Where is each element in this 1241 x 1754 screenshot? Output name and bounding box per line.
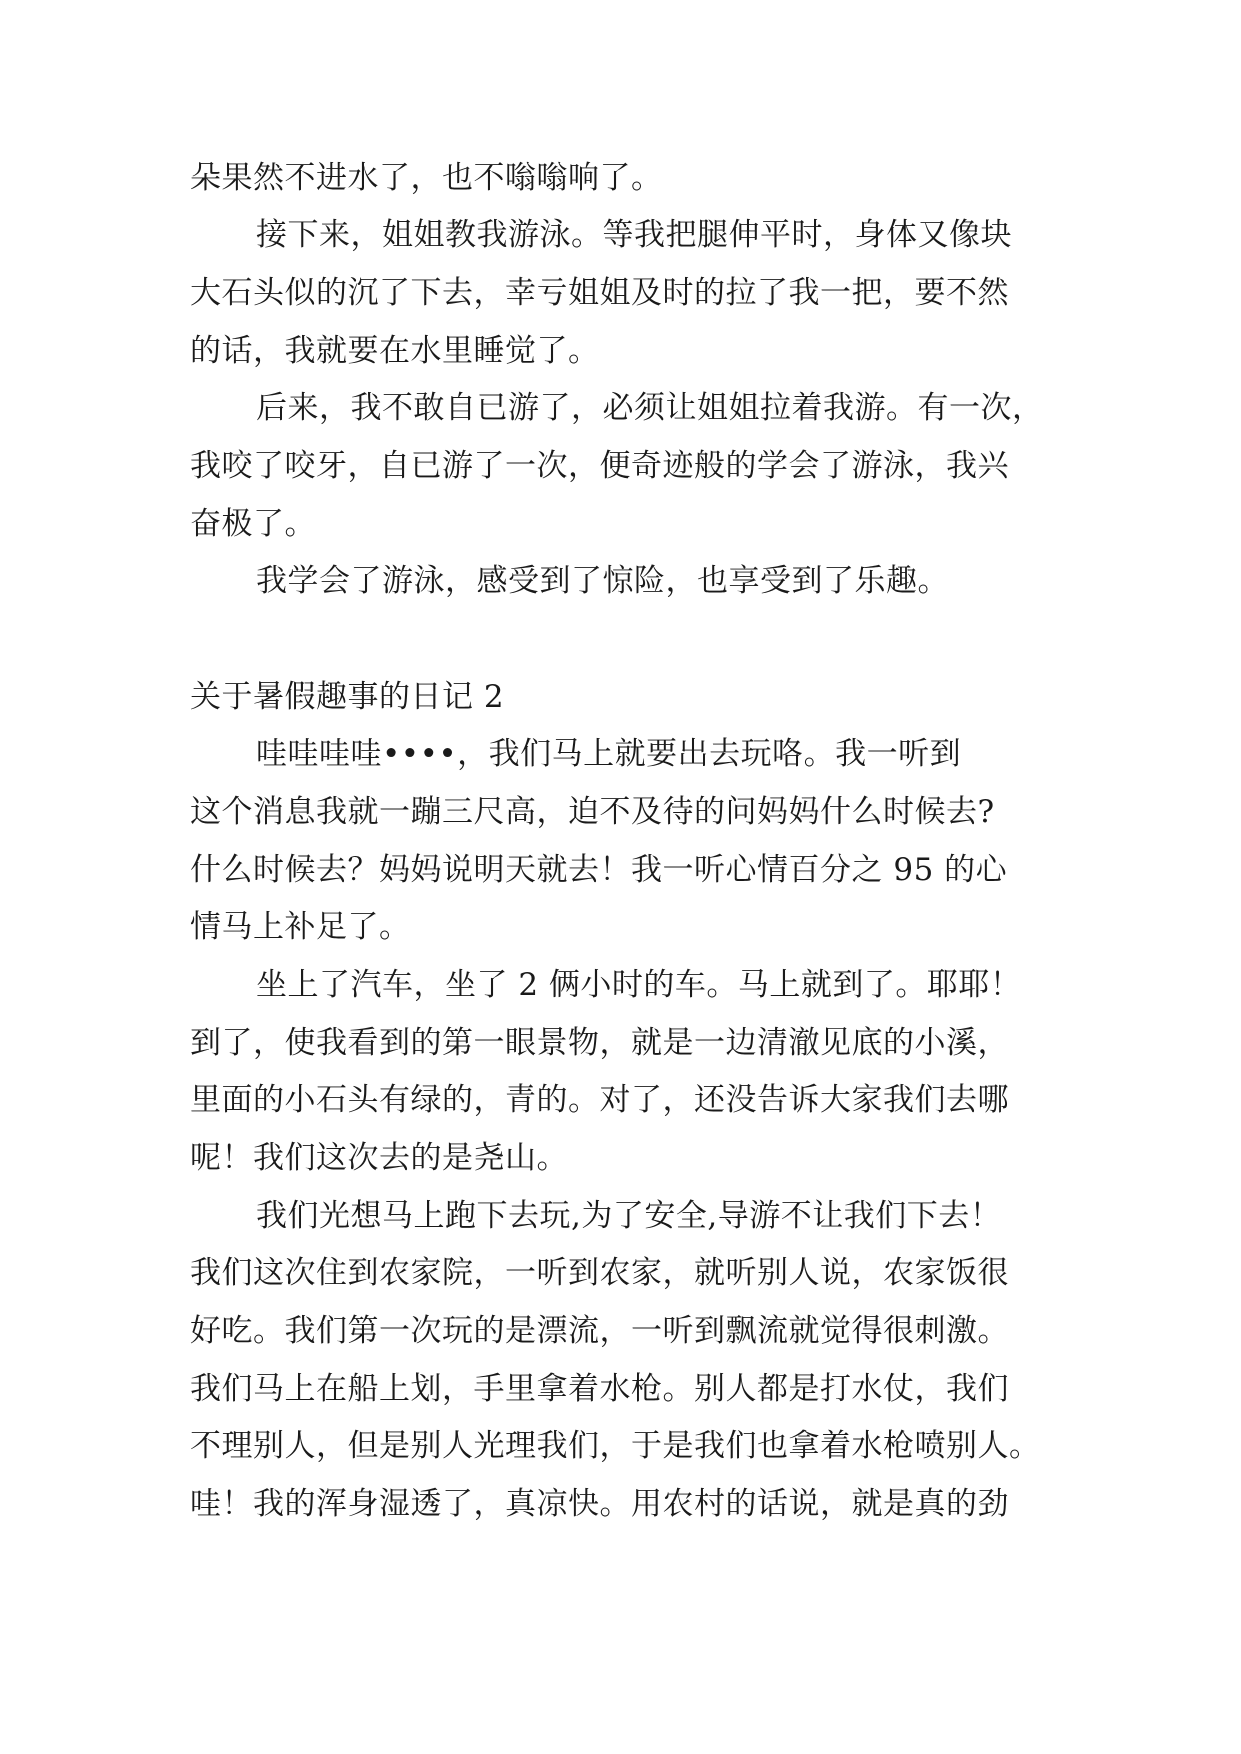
- paragraph-line: 我们马上在船上划，手里拿着水枪。别人都是打水仗，我们: [190, 1371, 1009, 1407]
- section-heading: 关于暑假趣事的日记 2: [190, 679, 505, 715]
- paragraph-line: 我们光想马上跑下去玩,为了安全,导游不让我们下去！: [256, 1198, 1002, 1234]
- paragraph-line: 坐上了汽车，坐了 2 俩小时的车。马上就到了。耶耶！: [256, 967, 1022, 1003]
- paragraph-line: 情马上补足了。: [190, 909, 411, 945]
- paragraph-line: 我们这次住到农家院，一听到农家，就听别人说，农家饭很: [190, 1255, 1009, 1291]
- paragraph-line: 什么时候去？妈妈说明天就去！我一听心情百分之 95 的心: [190, 852, 1008, 888]
- paragraph-line: 不理别人，但是别人光理我们，于是我们也拿着水枪喷别人。: [190, 1428, 1041, 1464]
- paragraph-line: 我咬了咬牙，自已游了一次，便奇迹般的学会了游泳，我兴: [190, 448, 1009, 484]
- paragraph-line: 大石头似的沉了下去，幸亏姐姐及时的拉了我一把，要不然: [190, 275, 1009, 311]
- paragraph-line: 奋极了。: [190, 506, 316, 542]
- paragraph-line: 里面的小石头有绿的，青的。对了，还没告诉大家我们去哪: [190, 1082, 1009, 1118]
- paragraph-line: 到了，使我看到的第一眼景物，就是一边清澈见底的小溪，: [190, 1025, 1009, 1061]
- paragraph-line: 这个消息我就一蹦三尺高，迫不及待的问妈妈什么时候去?: [190, 794, 995, 830]
- paragraph-line: 好吃。我们第一次玩的是漂流，一听到飘流就觉得很刺激。: [190, 1313, 1009, 1349]
- paragraph-line: 接下来，姐姐教我游泳。等我把腿伸平时，身体又像块: [256, 217, 1012, 253]
- paragraph-line: 哇哇哇哇••••，我们马上就要出去玩咯。我一听到: [256, 736, 962, 772]
- paragraph-line: 我学会了游泳，感受到了惊险，也享受到了乐趣。: [256, 563, 949, 599]
- paragraph-line: 呢！我们这次去的是尧山。: [190, 1140, 568, 1176]
- paragraph-line: 哇！我的浑身湿透了，真凉快。用农村的话说，就是真的劲: [190, 1486, 1009, 1522]
- paragraph-line: 的话，我就要在水里睡觉了。: [190, 333, 600, 369]
- paragraph-line: 朵果然不进水了，也不嗡嗡响了。: [190, 160, 663, 196]
- paragraph-line: 后来，我不敢自已游了，必须让姐姐拉着我游。有一次，: [256, 390, 1044, 426]
